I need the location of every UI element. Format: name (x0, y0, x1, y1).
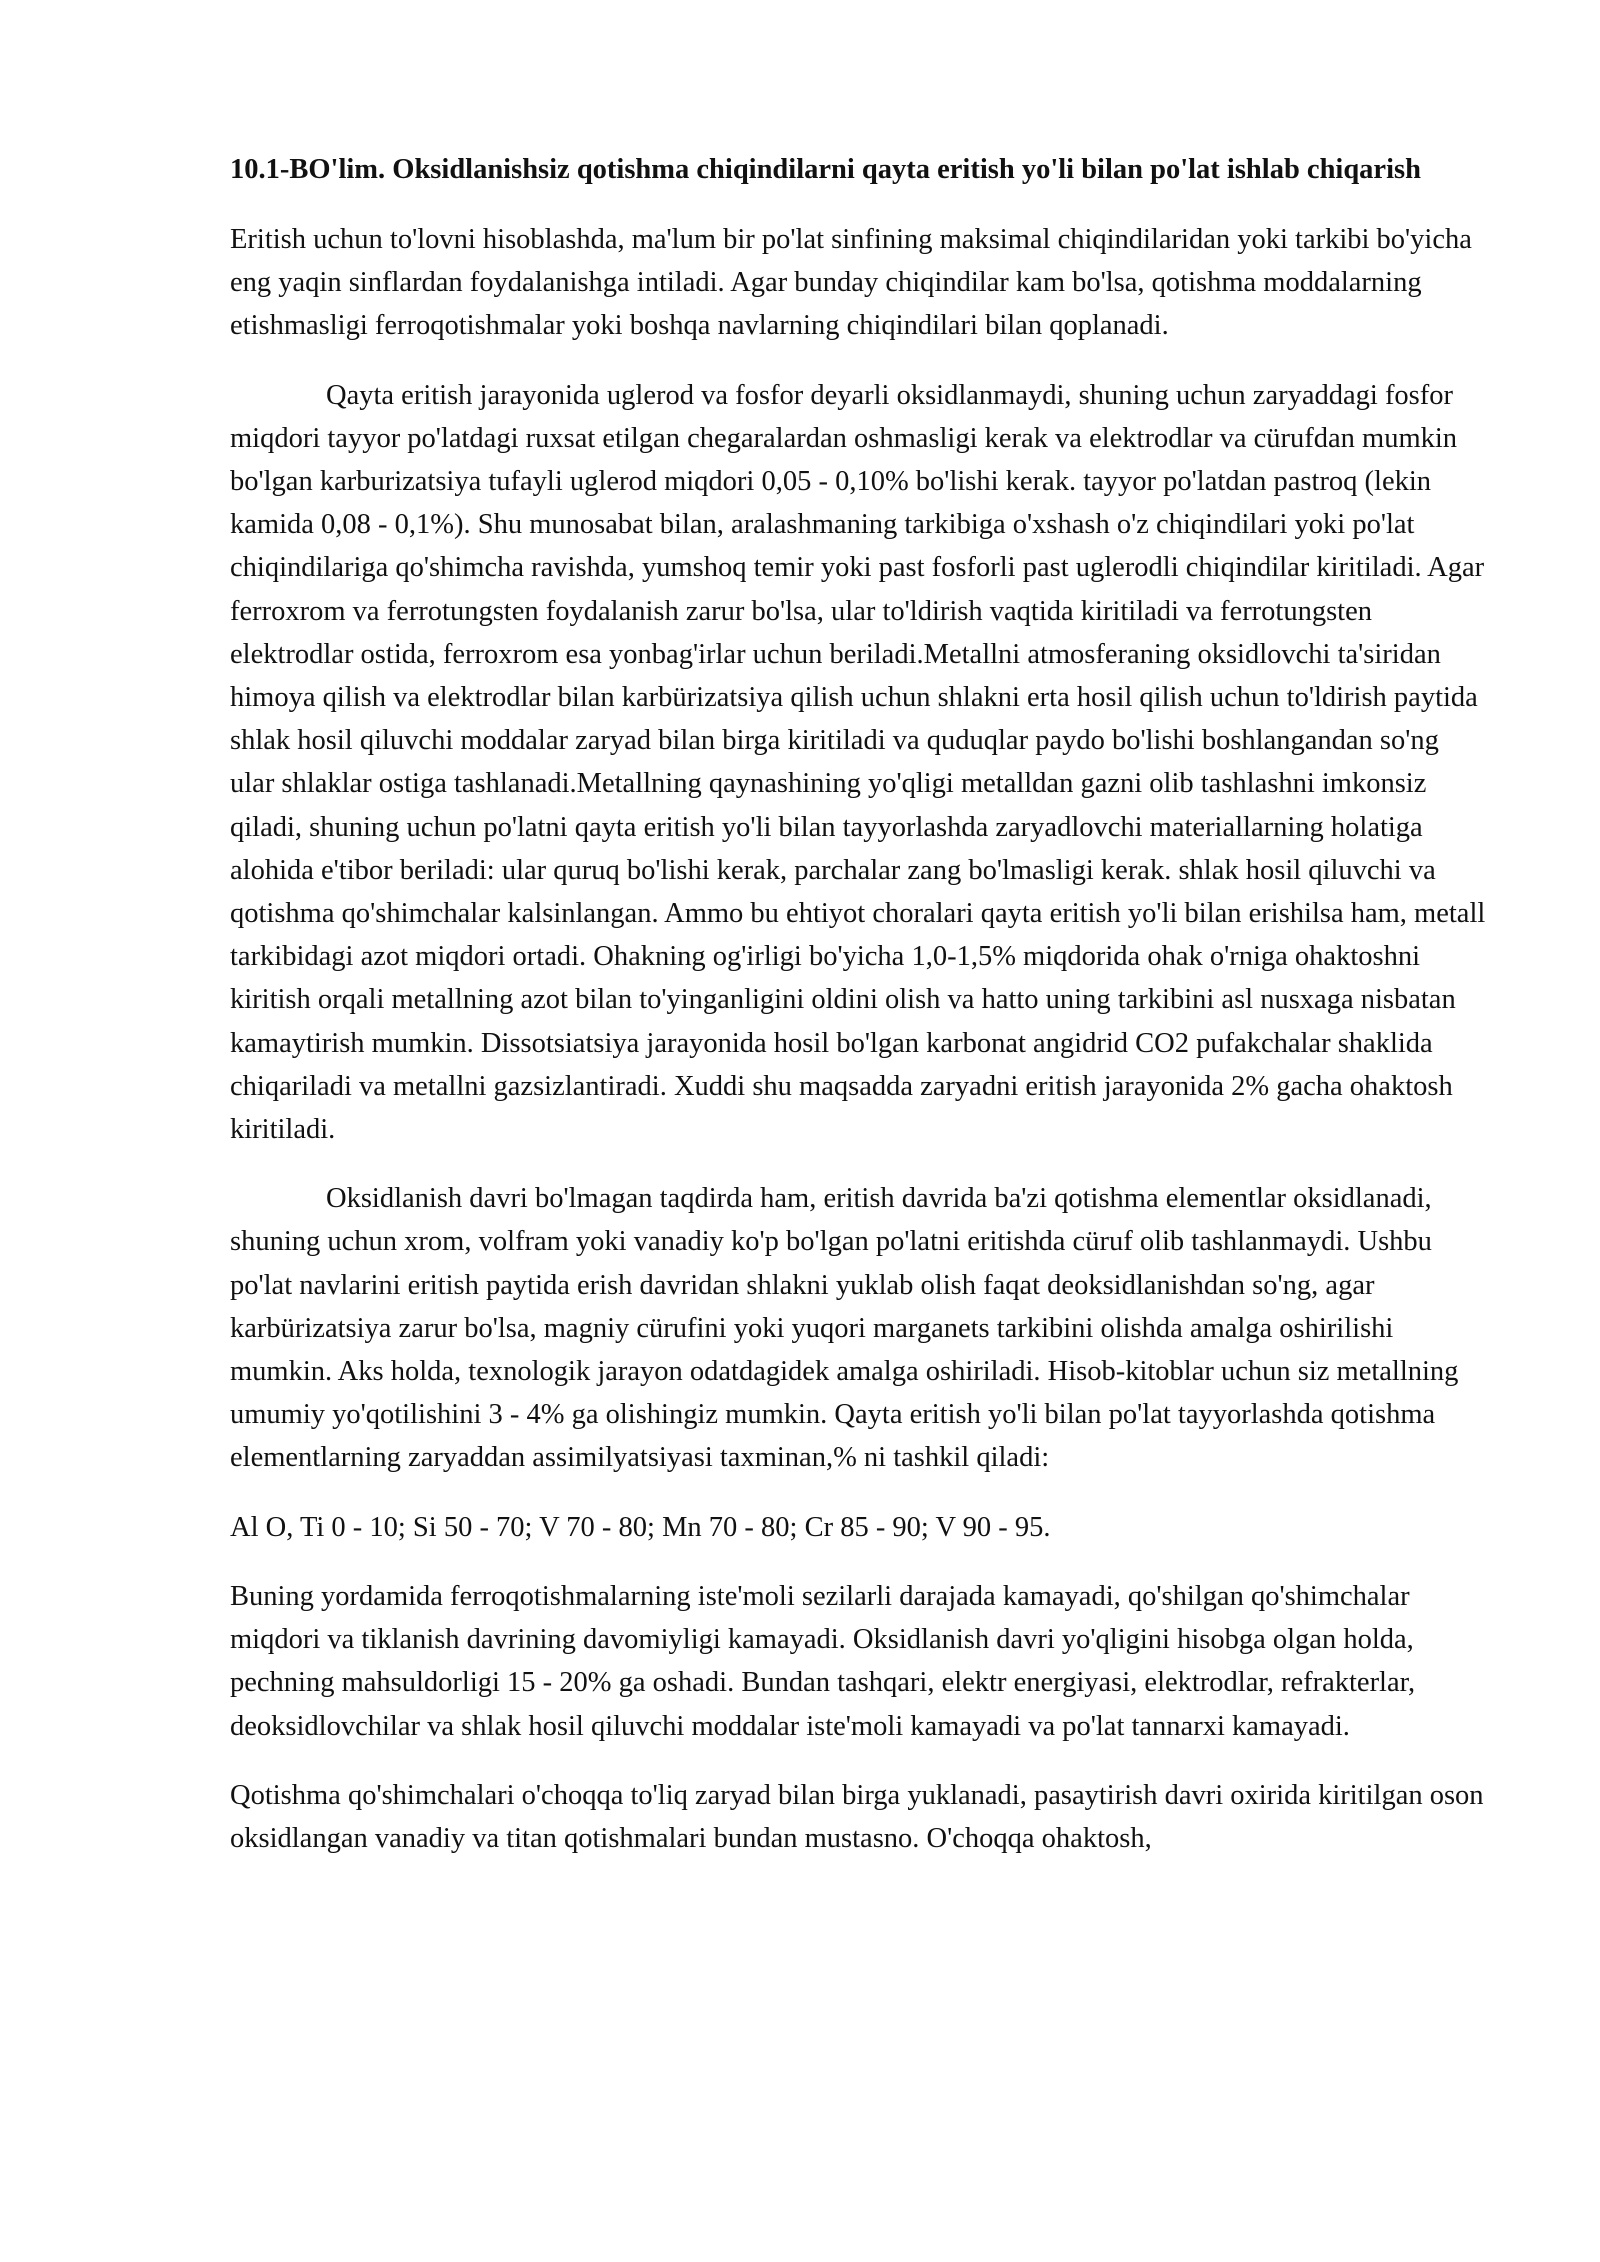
paragraph-alloy-additions: Qotishma qo'shimchalari o'choqqa to'liq zaryad bilan birga yuklanadi, pasaytirish davri oxirida kiritilgan oson oksidlangan vanadiy va titan qotishmalari bundan mustasno. O'choqqa ohaktosh, (230, 1779, 1484, 1854)
paragraph-assimilation-values: Al O, Ti 0 - 10; Si 50 - 70; V 70 - 80; Mn 70 - 80; Cr 85 - 90; V 90 - 95. (230, 1511, 1051, 1543)
paragraph-charge-calculation: Eritish uchun to'lovni hisoblashda, ma'lum bir po'lat sinfining maksimal chiqindilaridan yoki tarkibi bo'yicha eng yaqin sinflardan foydalanishga intiladi. Agar bunday chiqindilar kam bo'lsa, qotishma moddalarning etishmasligi ferroqotishmalar yoki boshqa navlarning chiqindilari bilan qoplanadi. (230, 224, 1472, 342)
section-heading: 10.1-BO'lim. Oksidlanishsiz qotishma chiqindilarni qayta eritish yo'li bilan po'lat ishlab chiqarish (230, 154, 1421, 185)
paragraph-remelting-process: Qayta eritish jarayonida uglerod va fosfor deyarli oksidlanmaydi, shuning uchun zaryaddagi fosfor miqdori tayyor po'latdagi ruxsat etilgan chegaralardan oshmasligi kerak va elektrodlar va cürufdan mumkin bo'lgan karburizatsiya tufayli uglerod miqdori 0,05 - 0,10% bo'lishi kerak. tayyor po'latdan pastroq (lekin kamida 0,08 - 0,1%). Shu munosabat bilan, aralashmaning tarkibiga o'xshash o'z chiqindilari yoki po'lat chiqindilariga qo'shimcha ravishda, yumshoq temir yoki past fosforli past uglerodli chiqindilar kiritiladi. Agar ferroxrom va ferrotungsten foydalanish zarur bo'lsa, ular to'ldirish vaqtida kiritiladi va ferrotungsten elektrodlar ostida, ferroxrom esa yonbag'irlar uchun beriladi.Metallni atmosferaning oksidlovchi ta'siridan himoya qilish va elektrodlar bilan karbürizatsiya qilish uchun shlakni erta hosil qilish uchun to'ldirish paytida shlak hosil qiluvchi moddalar zaryad bilan birga kiritiladi va quduqlar paydo bo'lishi boshlangandan so'ng ular shlaklar ostiga tashlanadi.Metallning qaynashining yo'qligi metalldan gazni olib tashlashni imkonsiz qiladi, shuning uchun po'latni qayta eritish yo'li bilan tayyorlashda zaryadlovchi materiallarning holatiga alohida e'tibor beriladi: ular quruq bo'lishi kerak, parchalar zang bo'lmasligi kerak. shlak hosil qiluvchi va qotishma qo'shimchalar kalsinlangan. Ammo bu ehtiyot choralari qayta eritish yo'li bilan erishilsa ham, metall tarkibidagi azot miqdori ortadi. Ohakning og'irligi bo'yicha 1,0-1,5% miqdorida ohak o'rniga ohaktoshni kiritish orqali metallning azot bilan to'yinganligini oldini olish va hatto uning tarkibini asl nusxaga nisbatan kamaytirish mumkin. Dissotsiatsiya jarayonida hosil bo'lgan karbonat angidrid CO2 pufakchalar shaklida chiqariladi va metallni gazsizlantiradi. Xuddi shu maqsadda zaryadni eritish jarayonida 2% gacha ohaktosh kiritiladi. (230, 379, 1486, 1146)
paragraph-benefits: Buning yordamida ferroqotishmalarning iste'moli sezilarli darajada kamayadi, qo'shilgan qo'shimchalar miqdori va tiklanish davrining davomiyligi kamayadi. Oksidlanish davri yo'qligini hisobga olgan holda, pechning mahsuldorligi 15 - 20% ga oshadi. Bundan tashqari, elektr energiyasi, elektrodlar, refrakterlar, deoksidlovchilar va shlak hosil qiluvchi moddalar iste'moli kamayadi va po'lat tannarxi kamayadi. (230, 1580, 1416, 1742)
paragraph-oxidation-period: Oksidlanish davri bo'lmagan taqdirda ham, eritish davrida ba'zi qotishma elementlar oksidlanadi, shuning uchun xrom, volfram yoki vanadiy ko'p bo'lgan po'latni eritishda cüruf olib tashlanmaydi. Ushbu po'lat navlarini eritish paytida erish davridan shlakni yuklab olish faqat deoksidlanishdan so'ng, agar karbürizatsiya zarur bo'lsa, magniy cürufini yoki yuqori marganets tarkibini olishda amalga oshirilishi mumkin. Aks holda, texnologik jarayon odatdagidek amalga oshiriladi. Hisob-kitoblar uchun siz metallning umumiy yo'qotilishini 3 - 4% ga olishingiz mumkin. Qayta eritish yo'li bilan po'lat tayyorlashda qotishma elementlarning zaryaddan assimilyatsiyasi taxminan,% ni tashkil qiladi: (230, 1183, 1459, 1474)
document-page (230, 150, 1490, 1886)
